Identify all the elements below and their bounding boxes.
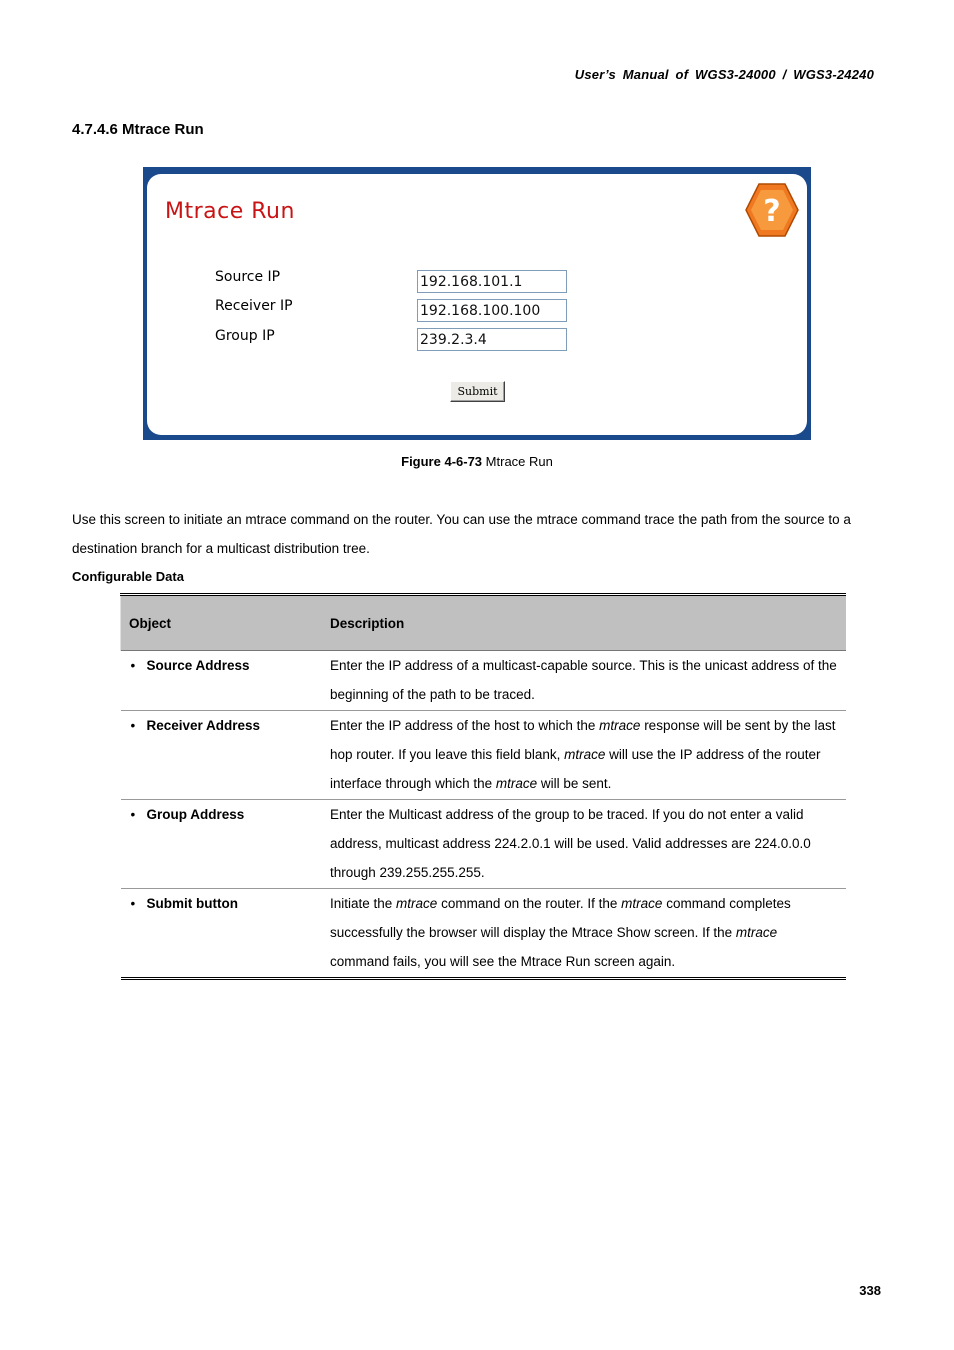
command-name: mtrace: [396, 896, 438, 911]
description-text: will be sent.: [537, 776, 612, 791]
submit-button[interactable]: Submit: [450, 381, 505, 402]
figure-caption-text: Mtrace Run: [485, 454, 553, 469]
description-text: command on the router. If the: [437, 896, 622, 911]
intro-paragraph: Use this screen to initiate an mtrace command on the router. You can use the mtrace command trace the path from the source to a destination branch for a multicast distribution tree.: [72, 512, 851, 556]
table-row: [121, 800, 847, 889]
description-text: Enter the Multicast address of the group to be traced. If you do not enter a valid address, multicast address 224.2.0.1 will be used. Valid addresses are 224.0.0.0 through 239.255.255.255.: [330, 807, 811, 880]
object-name: Receiver Address: [146, 718, 261, 733]
figure-caption: [0, 454, 954, 469]
object-cell: [121, 651, 323, 711]
configurable-data-heading: Configurable Data: [72, 569, 184, 584]
description-cell: [322, 651, 846, 711]
source-ip-label: Source IP: [215, 269, 281, 285]
description-text: command fails, you will see the Mtrace Run screen again.: [330, 954, 676, 969]
table-header-row: [121, 595, 847, 651]
bullet-icon: •: [130, 807, 136, 822]
object-cell: [121, 800, 323, 889]
object-name: Group Address: [146, 807, 245, 822]
group-ip-label: Group IP: [215, 328, 275, 344]
screen-title: Mtrace Run: [165, 199, 295, 224]
description-text: Enter the IP address of the host to which the: [330, 718, 600, 733]
bullet-icon: •: [130, 718, 136, 733]
command-name: mtrace: [495, 776, 538, 791]
description-column-header: Description: [322, 595, 846, 651]
description-text: will use the IP address of the router interface through which the: [330, 747, 821, 791]
description-cell: [322, 889, 846, 979]
receiver-ip-input[interactable]: [417, 299, 567, 322]
description-text: command completes successfully the browser will display the Mtrace Show screen. If the: [330, 896, 791, 940]
table-row: [121, 711, 847, 800]
configurable-data-table: [120, 593, 846, 980]
receiver-ip-label: Receiver IP: [215, 298, 293, 314]
object-column-header: Object: [121, 595, 323, 651]
svg-text:?: ?: [763, 194, 781, 229]
description-text: response will be sent by the last hop router. If you leave this field blank,: [330, 718, 836, 762]
description-text: Initiate the: [330, 896, 397, 911]
mtrace-run-screenshot: [143, 167, 811, 440]
command-name: mtrace: [621, 896, 663, 911]
table-body: [121, 651, 847, 979]
command-name: mtrace: [735, 925, 778, 940]
object-name: Source Address: [146, 658, 250, 673]
command-name: mtrace: [599, 718, 641, 733]
screenshot-content-area: [147, 174, 807, 435]
object-name: Submit button: [146, 896, 238, 911]
source-ip-input[interactable]: [417, 270, 567, 293]
description-cell: [322, 800, 846, 889]
figure-number: Figure 4-6-73: [401, 454, 483, 469]
description-text: Enter the IP address of a multicast-capable source. This is the unicast address of the beginning of the path to be traced.: [330, 658, 837, 702]
command-name: mtrace: [564, 747, 606, 762]
description-cell: [322, 711, 846, 800]
section-heading: 4.7.4.6 Mtrace Run: [72, 121, 204, 138]
manual-header-title: User’s Manual of WGS3-24000 / WGS3-24240: [574, 67, 874, 82]
page-number: 338: [859, 1283, 881, 1298]
bullet-icon: •: [130, 658, 136, 673]
table-row: [121, 889, 847, 979]
table-row: [121, 651, 847, 711]
object-cell: [121, 711, 323, 800]
group-ip-input[interactable]: [417, 328, 567, 351]
help-icon[interactable]: [743, 181, 801, 239]
object-cell: [121, 889, 323, 979]
bullet-icon: •: [130, 896, 136, 911]
